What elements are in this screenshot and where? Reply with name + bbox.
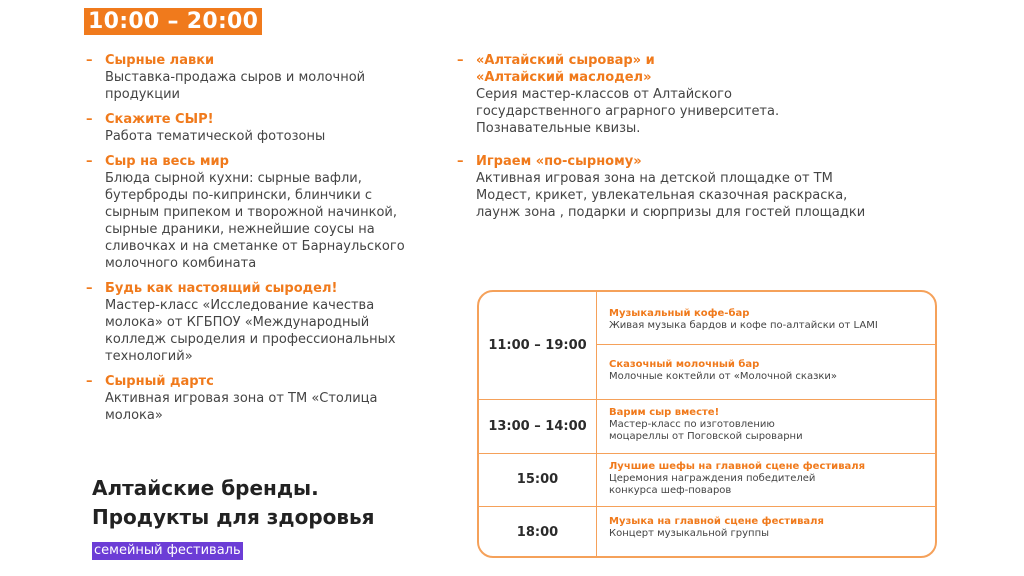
schedule-row: [479, 453, 935, 506]
row-divider: [597, 344, 935, 345]
schedule-event-title: Сказочный молочный бар: [609, 359, 760, 370]
schedule-events: [597, 453, 935, 506]
program-item: [457, 52, 877, 137]
bullet-dash: –: [86, 53, 93, 68]
schedule-row: [479, 506, 935, 558]
bullet-dash: –: [86, 112, 93, 127]
schedule-time: 13:00 – 14:00: [479, 399, 597, 453]
schedule-events: [597, 506, 935, 558]
program-item: [86, 111, 416, 145]
program-item-title: Сыр на весь мир: [105, 154, 229, 169]
schedule-events: [597, 399, 935, 453]
schedule-events: [597, 292, 935, 399]
schedule-event-desc: Живая музыка бардов и кофе по-алтайски от LAMI: [609, 320, 878, 331]
schedule-event: [609, 359, 927, 383]
schedule-event-desc: Молочные коктейли от «Молочной сказки»: [609, 371, 838, 382]
program-item-desc: Выставка-продажа сыров и молочной продукции: [105, 70, 366, 102]
bullet-dash: –: [457, 53, 464, 68]
program-item-desc: Серия мастер-классов от Алтайского государственного аграрного университета. Познавательные квизы.: [476, 87, 780, 136]
bullet-dash: –: [86, 374, 93, 389]
schedule-event-title: Варим сыр вместе!: [609, 407, 720, 418]
bullet-dash: –: [86, 154, 93, 169]
schedule-event-title: Лучшие шефы на главной сцене фестиваля: [609, 461, 866, 472]
schedule-table: [477, 290, 937, 558]
schedule-event-title: Музыка на главной сцене фестиваля: [609, 516, 824, 527]
schedule-row: [479, 292, 935, 399]
program-item-desc: Мастер-класс «Исследование качества молока» от КГБПОУ «Международный колледж сыроделия и профессиональных технологий»: [105, 298, 396, 364]
program-item-title: Сырные лавки: [105, 53, 215, 68]
schedule-event: [609, 461, 895, 497]
festival-tag: семейный фестиваль: [94, 543, 241, 558]
program-item: [86, 373, 416, 424]
schedule-time: 15:00: [479, 453, 597, 506]
bullet-dash: –: [86, 281, 93, 296]
program-item: [86, 280, 416, 365]
schedule-event: [609, 407, 835, 443]
brand-heading: [92, 474, 375, 532]
program-item-title: Сырный дартс: [105, 374, 214, 389]
program-item-title: «Алтайский сыровар» и «Алтайский маслодел»: [476, 53, 655, 85]
program-item-desc: Блюда сырной кухни: сырные вафли, бутерброды по-кипрински, блинчики с сырным припеком и творожной начинкой, сырные драники, нежнейшие соусы на сливочках и на сметанке от Барнаульского молочного комбината: [105, 171, 405, 271]
schedule-time: 11:00 – 19:00: [479, 292, 597, 399]
right-program-column: [457, 52, 877, 229]
left-program-column: [86, 52, 416, 432]
program-item-title: Скажите СЫР!: [105, 112, 214, 127]
program-item: [457, 153, 877, 221]
program-item-desc: Активная игровая зона на детской площадке от ТМ Модест, крикет, увлекательная сказочная раскраска, лаунж зона , подарки и сюрпризы для гостей площадки: [476, 171, 866, 220]
program-item-title: Будь как настоящий сыродел!: [105, 281, 338, 296]
program-item-desc: Работа тематической фотозоны: [105, 129, 326, 144]
schedule-event-desc: Концерт музыкальной группы: [609, 528, 770, 539]
brand-line-2: Продукты для здоровья: [92, 505, 375, 529]
schedule-event: [609, 308, 927, 332]
program-item: [86, 153, 416, 272]
schedule-event-title: Музыкальный кофе-бар: [609, 308, 750, 319]
program-item-desc: Активная игровая зона от ТМ «Столица молока»: [105, 391, 378, 423]
schedule-row: [479, 399, 935, 453]
bullet-dash: –: [457, 154, 464, 169]
brand-line-1: Алтайские бренды.: [92, 476, 319, 500]
program-item-title: Играем «по-сырному»: [476, 154, 642, 169]
schedule-event-desc: Мастер-класс по изготовлению моцареллы от Поговской сыроварни: [609, 419, 803, 442]
schedule-event-desc: Церемония награждения победителей конкурса шеф-поваров: [609, 473, 816, 496]
time-range-badge: 10:00 – 20:00: [84, 8, 262, 35]
schedule-event: [609, 516, 927, 540]
program-item: [86, 52, 416, 103]
schedule-time: 18:00: [479, 506, 597, 558]
